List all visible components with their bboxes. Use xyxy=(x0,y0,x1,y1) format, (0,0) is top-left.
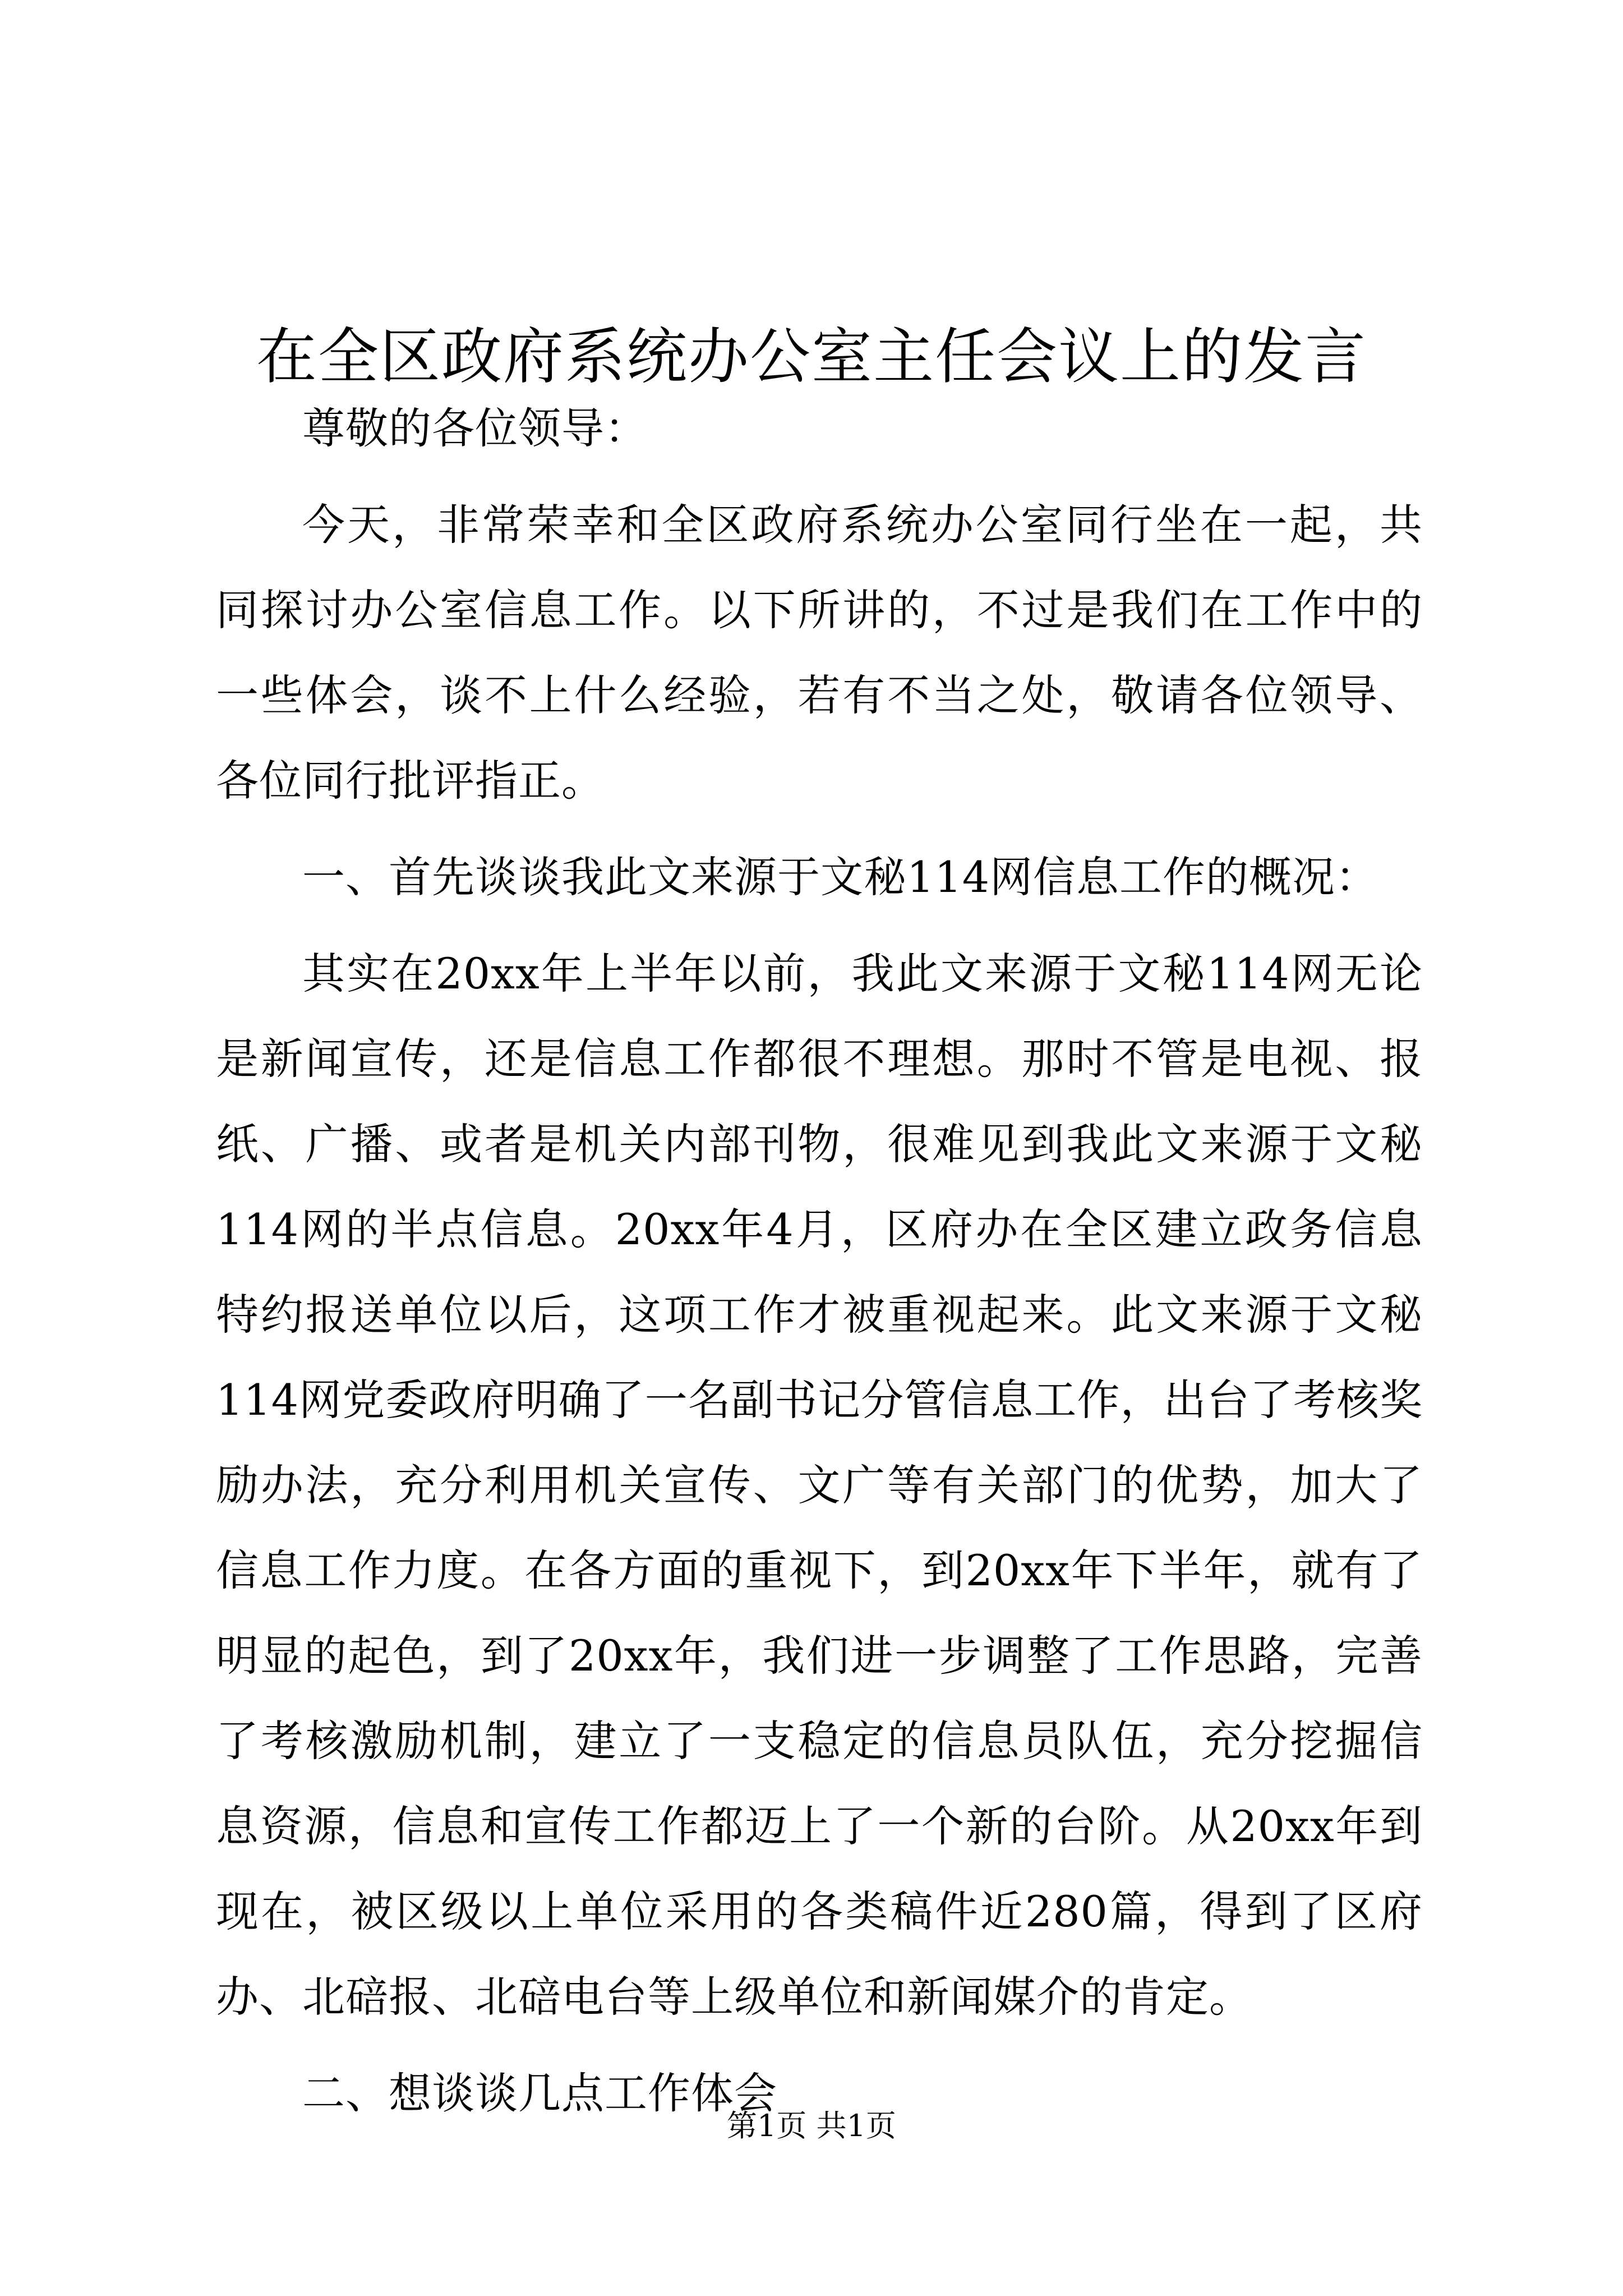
overview-paragraph: 其实在20xx年上半年以前，我此文来源于文秘114网无论是新闻宣传，还是信息工作都很不理想。那时不管是电视、报纸、广播、或者是机关内部刊物，很难见到我此文来源于文秘114网的半点信息。20xx年4月，区府办在全区建立政务信息特约报送单位以后，这项工作才被重视起来。此文来源于文秘114网党委政府明确了一名副书记分管信息工作，出台了考核奖励办法，充分利用机关宣传、文广等有关部门的优势，加大了信息工作力度。在各方面的重视下，到20xx年下半年，就有了明显的起色，到了20xx年，我们进一步调整了工作思路，完善了考核激励机制，建立了一支稳定的信息员队伍，充分挖掘信息资源，信息和宣传工作都迈上了一个新的台阶。从20xx年到现在，被区级以上单位采用的各类稿件近280篇，得到了区府办、北碚报、北碚电台等上级单位和新闻媒介的肯定。 xyxy=(216,949,1423,2022)
section-two-heading: 二、想谈谈几点工作体会 xyxy=(302,2068,777,2118)
document-title: 在全区政府系统办公室主任会议上的发言 xyxy=(256,322,1367,393)
document-body xyxy=(216,386,1423,2136)
intro-paragraph: 今天，非常荣幸和全区政府系统办公室同行坐在一起，共同探讨办公室信息工作。以下所讲的，不过是我们在工作中的一些体会，谈不上什么经验，若有不当之处，敬请各位领导、各位同行批评指正。 xyxy=(216,500,1423,806)
salutation-paragraph: 尊敬的各位领导： xyxy=(302,403,648,453)
section-one-heading: 一、首先谈谈我此文来源于文秘114网信息工作的概况： xyxy=(302,852,1379,902)
page-footer: 第1页 共1页 xyxy=(727,2108,896,2143)
